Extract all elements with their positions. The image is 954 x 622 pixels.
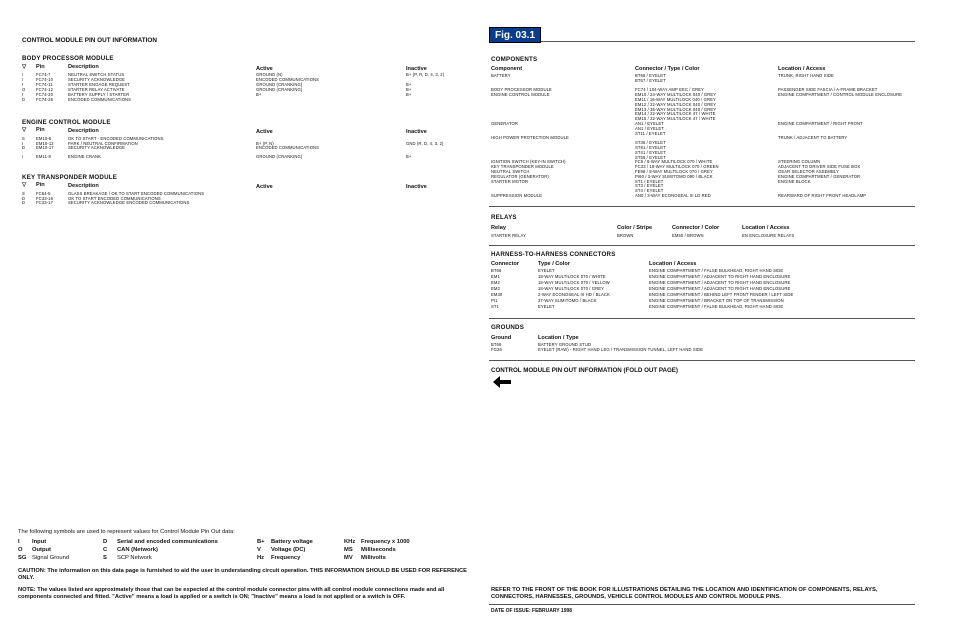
- cell-dir: S: [22, 136, 25, 141]
- foldout-title: CONTROL MODULE PIN OUT INFORMATION (FOLD OUT PAGE): [491, 367, 678, 374]
- section-heading: GROUNDS: [491, 324, 525, 331]
- cell-inactive: B+: [406, 92, 412, 97]
- cell-location: TRUNK / ADJACENT TO BATTERY: [778, 135, 848, 141]
- col-location: Location / Type: [538, 335, 579, 341]
- col-pin: Pin: [36, 127, 45, 133]
- cell-location: ENGINE COMPARTMENT / ADJACENT TO RIGHT HAND ENCLOSURE: [649, 280, 791, 285]
- cell-dir: D: [22, 145, 26, 151]
- cell-inactive: B+ (P, R, D, 4, 3, 2): [406, 72, 445, 77]
- section-heading: ENGINE CONTROL MODULE: [22, 119, 111, 126]
- cell-location: ENGINE COMPARTMENT / CONTROL MODULE ENCLOSURE: [778, 92, 903, 98]
- refer-text: REFER TO THE FRONT OF THE BOOK FOR ILLUSTRATIONS DETAILING THE LOCATION AND IDENTIFICATION OF COMPONENTS, RELAYS, CONNECTORS, HARNESSES, GROUNDS, VEHICLE CONTROL MODULES AND CONTROL MODULE PINS.: [491, 587, 878, 600]
- cell-connector: ST55 / EYELET: [635, 154, 666, 160]
- cell-active: GROUND (CRANKING): [256, 87, 303, 92]
- table-row: [22, 155, 462, 160]
- cell-connector: EM14 / 22-WAY MULTILOCK 47 / WHITE: [635, 111, 716, 117]
- cell-desc: BATTERY SUPPLY / STARTER: [68, 92, 130, 97]
- cell-pin: FC74-7: [36, 72, 51, 77]
- table-row: [491, 348, 911, 353]
- cell-location: REARWARD OF RIGHT FRONT HEADLAMP: [778, 193, 867, 198]
- cell-location: GEAR SELECTOR ASSEMBLY: [778, 169, 839, 174]
- table-row: [491, 234, 911, 239]
- col-inactive: Inactive: [406, 129, 427, 135]
- cell-location: ENGINE COMPARTMENT / FALSE BULKHEAD, RIGHT HAND SIDE: [649, 268, 784, 273]
- cell-type: 18-WAY MULTILOCK 070 / YELLOW: [538, 280, 610, 285]
- col-desc: Description: [68, 128, 99, 134]
- section-heading: COMPONENTS: [491, 56, 538, 63]
- cell-pin: FC74-26: [36, 97, 53, 102]
- cell-connector: ST1 / EYELET: [635, 178, 664, 184]
- cell-desc: SECURITY ACKNOWLEDGE: [68, 77, 126, 82]
- col-pin: Pin: [36, 64, 45, 70]
- cell-component: ENGINE CONTROL MODULE: [491, 92, 550, 98]
- cell-location: BATTERY GROUND STUD: [538, 342, 592, 347]
- legend-intro: The following symbols are used to represent values for Control Module Pin Out data:: [18, 529, 235, 535]
- cell-desc: PARK / NEUTRAL CONFIRMATION: [68, 140, 138, 146]
- filter-icon: ▽: [22, 64, 27, 70]
- filter-icon: ▽: [22, 127, 27, 133]
- table-row: [491, 281, 911, 286]
- section-heading: HARNESS-TO-HARNESS CONNECTORS: [491, 251, 616, 258]
- cell-connector: ST81 / EYELET: [635, 145, 666, 150]
- cell-location: ENGINE COMPARTMENT / GENERATOR: [778, 173, 861, 179]
- cell-component: STARTER MOTOR: [491, 178, 529, 184]
- cell-component: NEUTRAL SWITCH: [491, 169, 530, 174]
- cell-pin: EM10-12: [36, 140, 54, 146]
- figure-badge: Fig. 03.1: [489, 27, 541, 43]
- col-ground: Ground: [491, 335, 512, 341]
- cell-connector: FC6 / 8-WAY MULTILOCK 070 / WHITE: [635, 159, 713, 165]
- section-rule: [489, 318, 915, 319]
- cell-location: ENGINE COMPARTMENT / BEHIND LEFT FRONT FENDER / LEFT SIDE: [649, 292, 794, 297]
- cell-inactive: B+: [406, 82, 412, 87]
- cell-dir: I: [22, 82, 24, 87]
- cell-connector: EM15 / 22-WAY MULTILOCK 47 / WHITE: [635, 116, 716, 122]
- cell-connector: FC74 / 104-WAY AMP EEC / GREY: [635, 87, 705, 93]
- cell-location: ENGINE BLOCK: [778, 178, 811, 184]
- cell-connector: AN1 / EYELET: [635, 121, 664, 126]
- cell-type: EYELET: [538, 304, 555, 309]
- cell-connector: BT68 / EYELET: [635, 73, 666, 78]
- col-connector: Connector / Type / Color: [635, 66, 700, 72]
- cell-connector: PI60 / 3-WAY SUMITOMO 090 / BLACK: [635, 173, 713, 179]
- cell-dir: D: [22, 97, 26, 102]
- section-rule: [489, 206, 915, 207]
- cell-component: IGNITION SWITCH (KEY-IN SWITCH): [491, 159, 566, 165]
- body-processor-section: [22, 55, 462, 115]
- section-heading: KEY TRANSPONDER MODULE: [22, 174, 118, 181]
- cell-dir: D: [22, 195, 26, 201]
- cell-desc: OK TO START - ENCODED COMMUNICATIONS: [68, 136, 164, 141]
- cell-pin: FC64-5: [36, 191, 51, 196]
- cell-pin: FC33-17: [36, 200, 53, 206]
- cell-ground: FG26: [491, 347, 502, 352]
- caution-text: CAUTION: The information on this data page is furnished to aid the user in understanding circuit operation. THIS INFORMATION SHOULD BE USED FOR REFERENCE ONLY.: [18, 568, 467, 581]
- cell-connector: BT66: [491, 268, 502, 273]
- cell-dir: I: [22, 140, 24, 146]
- note-text: NOTE: The values listed are approximately those that can be expected at the control module connector pins with all control module connections made and all components connected and fitted. "Active" means a load is applied or a switch is ON; "Inactive" means a load is not applied or a switch is OFF.: [18, 587, 445, 600]
- cell-dir: I: [22, 154, 24, 160]
- cell-connector: FC33 / 18-WAY MULTILOCK 070 / GREEN: [635, 164, 719, 170]
- cell-component: KEY TRANSPONDER MODULE: [491, 164, 554, 170]
- cell-active: ENCODED COMMUNICATIONS: [256, 77, 320, 82]
- legend-grid: I Input O Output SG Signal Ground D Serial and encoded communications C CAN (Network) S SCP Network B+ Battery voltage V Voltage (DC) Hz Frequency KHz Frequency x 1000 MS Milliseconds MV Millivolts: [18, 539, 410, 561]
- section-heading: BODY PROCESSOR MODULE: [22, 55, 114, 62]
- cell-dir: I: [22, 92, 24, 97]
- table-row: [491, 287, 911, 292]
- cell-pin: FC74-10: [36, 77, 53, 82]
- cell-connector: ST11 / EYELET: [635, 130, 666, 136]
- cell-pin: FC74-20: [36, 92, 53, 97]
- cell-desc: SECURITY ACKNOWLEDGE: [68, 145, 126, 151]
- col-relay: Relay: [491, 225, 506, 231]
- cell-desc: OK TO START ENCODED COMMUNICATIONS: [68, 195, 161, 201]
- cell-pin: FC74-11: [36, 82, 53, 87]
- cell-component: BATTERY: [491, 73, 511, 78]
- cell-type: 18-WAY MULTILOCK 070 / WHITE: [538, 274, 606, 279]
- table-row: [22, 201, 462, 206]
- page-title: CONTROL MODULE PIN OUT INFORMATION: [22, 37, 158, 44]
- cell-pin: FC33-16: [36, 195, 53, 201]
- table-row: [491, 275, 911, 280]
- cell-component: BODY PROCESSOR MODULE: [491, 87, 552, 93]
- cell-location: ENGINE COMPARTMENT / ADJACENT TO RIGHT HAND ENCLOSURE: [649, 274, 791, 279]
- date-of-issue: DATE OF ISSUE: FEBRUARY 1998: [491, 608, 573, 614]
- col-location: Location / Access: [742, 225, 790, 231]
- cell-desc: ENGINE CRANK: [68, 154, 102, 160]
- section-heading: RELAYS: [491, 214, 517, 221]
- cell-location: TRUNK, RIGHT HAND SIDE: [778, 73, 834, 78]
- cell-connector: AN1 / EYELET: [635, 125, 664, 131]
- cell-connector: ST3 / EYELET: [635, 183, 664, 189]
- table-row: [491, 293, 911, 298]
- cell-inactive: B+: [406, 154, 412, 160]
- cell-component: REGULATOR (GENERATOR): [491, 173, 549, 179]
- col-desc: Description: [68, 183, 99, 189]
- cell-connector: EM11 / 16-WAY MULTILOCK 040 / GREY: [635, 97, 716, 102]
- cell-pin: EM10-6: [36, 136, 52, 141]
- col-component: Component: [491, 66, 523, 72]
- cell-type: EYELET: [538, 268, 555, 273]
- cell-pin: FC74-12: [36, 87, 53, 92]
- cell-connector: PI1: [491, 298, 498, 303]
- col-active: Active: [256, 184, 273, 190]
- cell-connector: AN0 / 3-WAY ECONOSEAL III LD RED: [635, 193, 711, 198]
- cell-desc: GLASS BREAKAGE / OK TO START ENCODED COMMUNICATIONS: [68, 191, 205, 196]
- cell-connector: ST41 / EYELET: [635, 149, 666, 155]
- cell-desc: ENCODED COMMUNICATIONS: [68, 97, 132, 102]
- cell-inactive: GND (R, D, 4, 3, 2): [406, 140, 444, 146]
- cell-active: GROUND (CRANKING): [256, 154, 303, 160]
- cell-desc: NEUTRAL SWITCH STATUS: [68, 72, 125, 77]
- cell-connector: FE98 / 8-WAY MULTILOCK 070 / GREY: [635, 169, 713, 174]
- cell-dir: O: [22, 87, 26, 92]
- header-rule: [541, 41, 915, 42]
- cell-connector: EM13 / 36-WAY MULTILOCK 040 / GREY: [635, 106, 717, 112]
- cell-connector: BT67 / EYELET: [635, 77, 666, 83]
- section-rule: [489, 245, 915, 246]
- cell-type: 37-WAY SUMITOMO / BLACK: [538, 298, 597, 303]
- cell-location: EN ENCLOSURE RELAYS: [742, 233, 795, 238]
- col-type: Type / Color: [538, 261, 570, 267]
- cell-location: ADJACENT TO DRIVER SIDE FUSE BOX: [778, 164, 861, 170]
- cell-location: ENGINE COMPARTMENT / FALSE BULKHEAD, RIGHT HAND SIDE: [649, 304, 784, 309]
- cell-desc: STARTER RELAY ACTIVATE: [68, 87, 125, 92]
- cell-connector: EM12 / 22-WAY MULTILOCK 040 / GREY: [635, 101, 717, 107]
- cell-active: B+ (P, N): [256, 140, 274, 146]
- cell-pin: EM10-17: [36, 145, 54, 151]
- table-row: [491, 299, 911, 304]
- cell-connector: ST36 / EYELET: [635, 140, 666, 146]
- cell-active: GROUND (N): [256, 72, 283, 77]
- cell-inactive: B+: [406, 87, 412, 92]
- cell-component: HIGH POWER PROTECTION MODULE: [491, 135, 569, 141]
- cell-location: STEERING COLUMN: [778, 159, 821, 165]
- cell-connector: EM30: [491, 292, 503, 297]
- cell-component: SUPPRESSION MODULE: [491, 193, 543, 198]
- cell-component: GENERATOR: [491, 121, 519, 126]
- cell-connector: EM1: [491, 274, 500, 279]
- col-inactive: Inactive: [406, 66, 427, 72]
- cell-location: ENGINE COMPARTMENT / BRACKET ON TOP OF TRANSMISSION: [649, 298, 784, 303]
- cell-connector: EM50 / BROWN: [672, 233, 704, 238]
- cell-active: B+: [256, 92, 262, 97]
- col-pin: Pin: [36, 182, 45, 188]
- cell-connector: ST1: [491, 304, 499, 309]
- key-transponder-section: [22, 174, 462, 214]
- engine-control-section: [22, 119, 462, 169]
- cell-color: BROWN: [617, 233, 634, 238]
- table-row: [491, 194, 911, 199]
- col-location: Location / Access: [649, 261, 697, 267]
- col-connector: Connector / Color: [672, 225, 720, 231]
- cell-relay: STARTER RELAY: [491, 233, 527, 238]
- cell-ground: BT66: [491, 342, 502, 347]
- cell-connector: ST4 / EYELET: [635, 188, 664, 194]
- cell-location: ENGINE COMPARTMENT / RIGHT FRONT: [778, 121, 863, 126]
- table-row: [22, 98, 462, 103]
- cell-dir: D: [22, 200, 26, 206]
- cell-connector: EM10 / 24-WAY MULTILOCK 040 / GREY: [635, 92, 717, 98]
- col-color: Color / Stripe: [617, 225, 653, 231]
- cell-connector: EM2: [491, 280, 500, 285]
- col-connector: Connector: [491, 261, 519, 267]
- col-desc: Description: [68, 64, 99, 70]
- cell-active: GROUND (CRANKING): [256, 82, 303, 87]
- cell-type: 18-WAY MULTILOCK 070 / GREY: [538, 286, 605, 291]
- cell-location: PASSENGER SIDE FASCIA / A-FRAME BRACKET: [778, 87, 878, 93]
- cell-dir: I: [22, 72, 24, 77]
- cell-dir: S: [22, 191, 25, 196]
- col-active: Active: [256, 66, 273, 72]
- col-active: Active: [256, 129, 273, 135]
- footer-rule: [489, 604, 915, 605]
- cell-connector: EM3: [491, 286, 500, 291]
- cell-pin: EM11-8: [36, 154, 51, 160]
- table-row: [491, 305, 911, 310]
- col-location: Location / Access: [778, 66, 826, 72]
- section-rule: [489, 360, 915, 361]
- cell-active: ENCODED COMMUNICATIONS: [256, 145, 320, 151]
- col-inactive: Inactive: [406, 184, 427, 190]
- cell-dir: I: [22, 77, 24, 82]
- cell-location: EYELET (RAW) - RIGHT HAND LEG / TRANSMISSION TUNNEL, LEFT HAND SIDE: [538, 347, 704, 352]
- cell-desc: STARTER ENGAGE REQUEST: [68, 82, 130, 87]
- filter-icon: ▽: [22, 182, 27, 188]
- back-arrow-icon[interactable]: [492, 375, 512, 389]
- cell-type: 2-WAY ECONOSEAL III HD / BLACK: [538, 292, 610, 297]
- table-row: [491, 269, 911, 274]
- cell-desc: SECURITY ACKNOWLEDGE ENCODED COMMUNICATIONS: [68, 200, 190, 206]
- cell-location: ENGINE COMPARTMENT / ADJACENT TO RIGHT HAND ENCLOSURE: [649, 286, 791, 291]
